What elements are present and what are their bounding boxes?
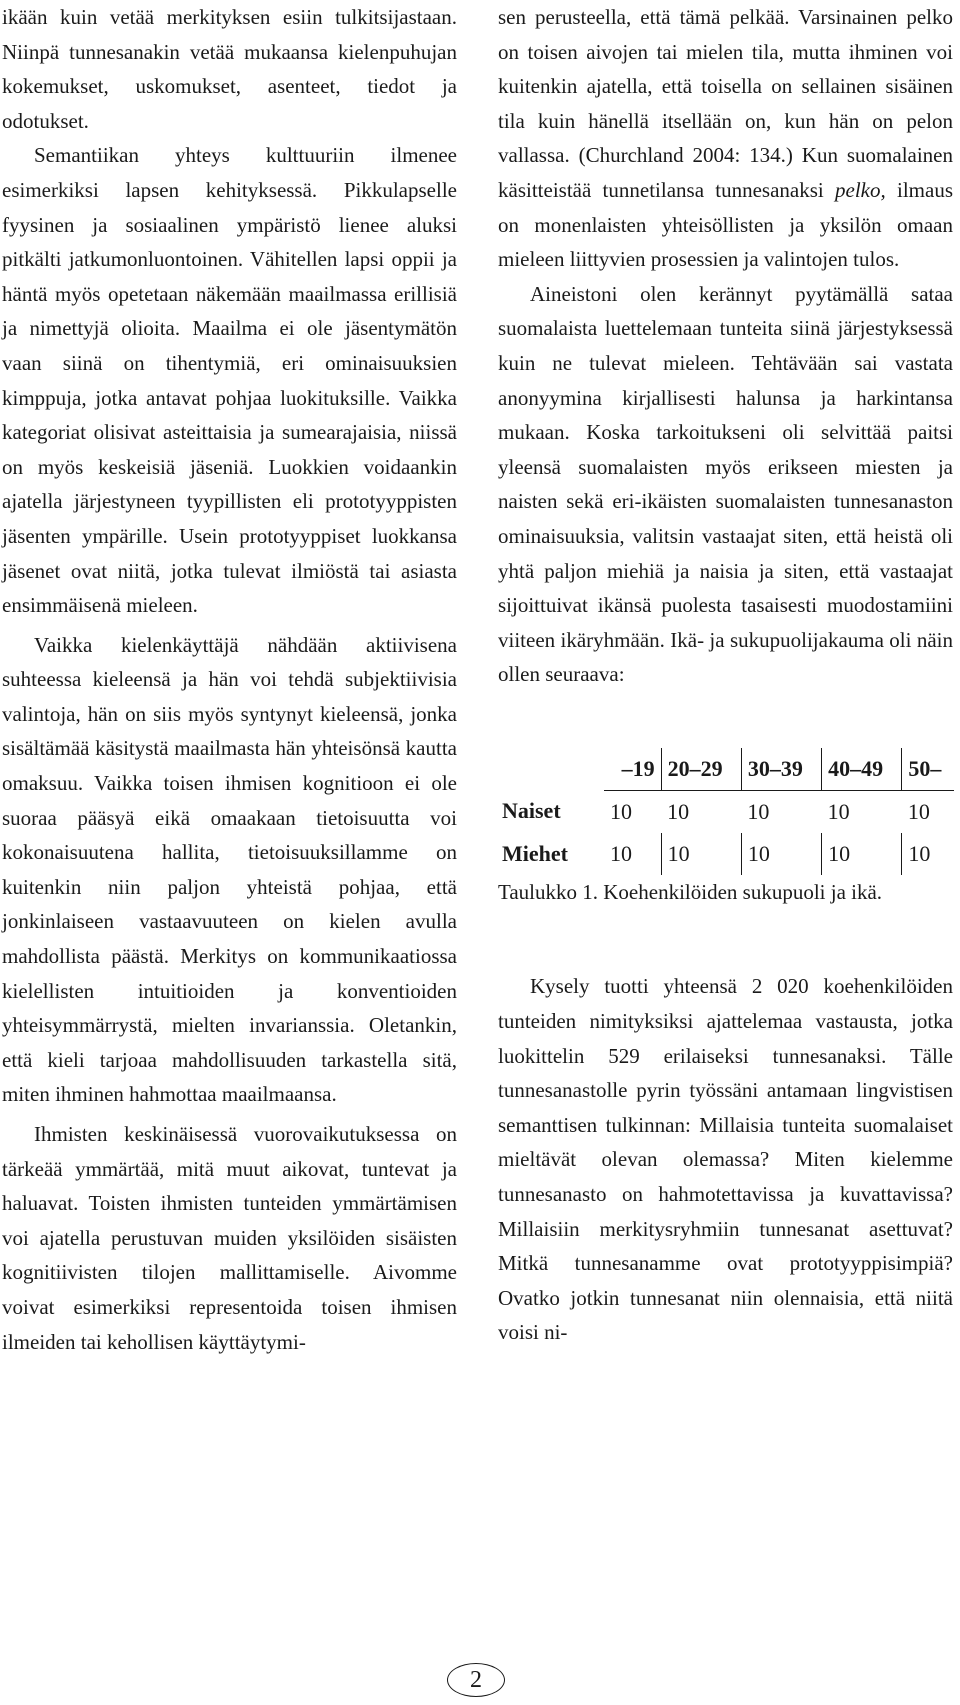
age-header-30-39: 30–39 — [741, 748, 821, 791]
right-paragraph-1-text-a: sen perusteella, että tämä pelkää. Varsinainen pelko on toisen aivojen tai mielen tila, mutta ihminen voi kuitenkin ajatella, että toisella on sellainen sisäinen tila kuin hänellä itsellään on, kun hän on pelon vallassa. (Churchland 2004: 134.) Kun suomalainen käsitteistää tunnetilansa tunnesanaksi — [498, 5, 953, 202]
right-paragraph-1-text-b: ilmaus on monenlaisten yhteisöllisten ja yksilön omaan mieleen liittyvien prosessien ja valintojen tulos. — [498, 177, 954, 272]
table-cell: 10 — [907, 798, 930, 824]
left-paragraph-3: Vaikka kielenkäyttäjä nähdään aktiivisena suhteessa kieleensä ja hän voi tehdä subjektiivisia valintoja, hän on siis myös syntynyt kieleensä, jonka sisältämää käsitystä maailmasta hän yhteisönsä kautta omaksuu. Vaikka toisen ihmisen kognitioon ei ole suoraa pääsyä eikä omaakaan tietoisuutta voi kokonaisuutena hallita, tietoisuuksillamme on kuitenkin niin paljon yhteistä pohjaa, että jonkinlaiseen vastaavuuteen on kielen avulla mahdollista päästä. Merkitys on kommunikaatiossa kielellisten intuitioiden ja konventioiden yhteisymmärrystä, mielten invarianssia. Oletankin, että kieli tarjoaa mahdollisuuden tarkastella sitä, miten ihminen hahmottaa maailmaansa. — [2, 632, 457, 1107]
demographics-table — [502, 748, 954, 875]
age-header-under-19: –19 — [604, 748, 661, 791]
table-cell: 10 — [827, 798, 850, 824]
table-row-miehet — [502, 833, 954, 875]
age-header-20-29: 20–29 — [661, 748, 741, 791]
row-label-naiset: Naiset — [502, 798, 561, 824]
demographics-table-wrap — [502, 748, 954, 875]
table-caption: Taulukko 1. Koehenkilöiden sukupuoli ja ikä. — [498, 879, 883, 904]
age-header-50-plus: 50– — [902, 748, 954, 791]
right-column — [498, 0, 953, 1350]
pelko-term: pelko, — [835, 177, 886, 202]
table-cell: 10 — [667, 798, 690, 824]
table-cell: 10 — [822, 833, 902, 875]
table-corner — [502, 748, 604, 791]
table-cell: 10 — [661, 833, 741, 875]
left-paragraph-1: ikään kuin vetää merkityksen esiin tulkitsijastaan. Niinpä tunnesanakin vetää mukaansa kielenpuhujan kokemukset, uskomukset, asenteet, tiedot ja odotukset. — [2, 5, 457, 133]
age-header-40-49: 40–49 — [822, 748, 902, 791]
table-row-naiset — [502, 790, 954, 833]
right-paragraph-1 — [498, 0, 953, 277]
table-cell: 10 — [741, 833, 821, 875]
right-paragraph-3: Kysely tuotti yhteensä 2 020 koehenkilöiden tunteiden nimityksiksi ajattelemaa vastausta, jotka luokittelin 529 erilaiseksi tunnesanaksi. Tälle tunnesanastolle pyrin työssäni antamaan lingvistisen semanttisen tulkinnan: Millaisia tunteita suomalaiset mieltävät olevan olemassa? Miten kielemme tunnesanasto on hahmotettavissa ja kuvattavissa? Millaisiin merkitysryhmiin tunnesanat asettuvat? Mitkä tunnesanamme ovat prototyyppisimpiä? Ovatko jotkin tunnesanat niin olennaisia, että niitä voisi ni- — [498, 974, 953, 1345]
left-paragraph-2: Semantiikan yhteys kulttuuriin ilmenee esimerkiksi lapsen kehityksessä. Pikkulapselle fyysinen ja sosiaalinen ympäristö lienee aluksi pitkälti jatkumonluontoinen. Vähitellen lapsi oppii ja häntä myös opetetaan näkemään maailmassa erillisiä ja nimettyjä olioita. Maailma ei ole jäsentymätön vaan siinä on tihentymiä, eri ominaisuuksien kimppuja, jotka antavat pohjaa luokituksille. Vaikka kategoriat olisivat asteittaisia ja sumearajaisia, niissä on myös keskeisiä jäseniä. Luokkien voidaankin ajatella järjestyneen tyypillisten eli prototyyppisten jäsenten ympärille. Usein prototyyppiset luokkansa jäsenet ovat niitä, jotka tulevat ilmiöstä tai asiasta ensimmäisenä mieleen. — [2, 143, 457, 618]
right-paragraph-2: Aineistoni olen kerännyt pyytämällä sataa suomalaista luettelemaan tunteita siinä järjestyksessä kuin ne tulevat mieleen. Tehtävään sai vastata anonyymina kirjallisesti halunsa ja harkintansa mukaan. Koska tarkoitukseni oli selvittää paitsi yleensä suomalaisten myös erikseen miesten ja naisten sekä eri-ikäisten suomalaisten tunnesanaston ominaisuuksia, valitsin vastaajat siten, että heistä oli yhtä paljon miehiä ja naisia ja siten, että vastaajat sijoittuivat ikänsä puolesta tasaisesti muodostamiini viiteen ikäryhmään. Ikä- ja sukupuolijakauma oli näin ollen seuraava: — [498, 281, 953, 687]
left-column — [2, 0, 457, 1359]
page-number: 2 — [447, 1663, 505, 1697]
table-cell: 10 — [610, 840, 632, 866]
table-cell: 10 — [902, 833, 954, 875]
row-label-miehet: Miehet — [502, 840, 568, 866]
table-cell: 10 — [747, 798, 770, 824]
table-cell: 10 — [610, 798, 632, 824]
left-paragraph-4: Ihmisten keskinäisessä vuorovaikutuksessa on tärkeää ymmärtää, mitä muut aikovat, tuntevat ja haluavat. Toisten ihmisten tunteiden ymmärtämisen voi ajatella perustuvan muiden yksilöiden sisäisten kognitiivisten tilojen mallittamiselle. Aivomme voivat esimerkiksi representoida toisen ihmisen ilmeiden tai kehollisen käyttäytymi- — [2, 1122, 457, 1354]
table-header-row — [502, 748, 954, 791]
